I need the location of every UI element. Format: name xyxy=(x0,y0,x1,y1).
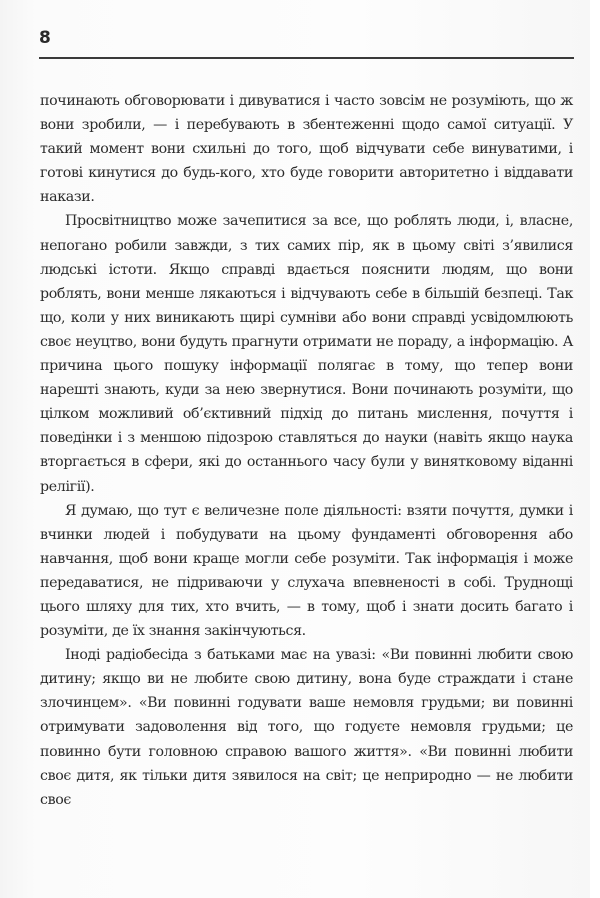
paragraph: Я думаю, що тут є величезне поле діяльності: взяти почуття, думки і вчинки людей і побудувати на цьому фундаменті обговорення або навчання, щоб вони краще могли себе розуміти. Так інформація і може передаватися, не підриваючи у слухача впевненості в собі. Труднощі цього шляху для тих, хто вчить, — в тому, щоб і знати досить багато і розуміти, де їх знання закінчуються. xyxy=(40,502,573,640)
paragraph: Іноді радіобесіда з батьками має на увазі: «Ви повинні любити свою дитину; якщо ви не любите свою дитину, вона буде страждати і стане злочинцем». «Ви повинні годувати ваше немовля грудьми; ви повинні отримувати задоволення від того, що годуєте немовля грудьми; це повинно бути головною справою вашого життя». «Ви повинні любити своє дитя, як тільки дитя зявилося на світ; це неприродно — не любити своє xyxy=(40,647,573,808)
header-rule xyxy=(39,57,574,59)
body-text xyxy=(40,89,573,812)
page-number: 8 xyxy=(39,28,51,48)
paragraph: починають обговорювати і дивуватися і часто зовсім не розуміють, що ж вони зробили, — і перебувають в збентеженні щодо самої ситуації. У такий момент вони схильні до того, щоб відчувати себе винуватими, і готові кинутися до будь-кого, хто буде говорити авторитетно і віддавати накази. xyxy=(40,93,573,206)
paragraph: Просвітництво може зачепитися за все, що роблять люди, і, власне, непогано робили завжди, з тих самих пір, як в цьому світі з’явилися людські істоти. Якщо справді вдається пояснити людям, що вони роблять, вони менше лякаються і відчувають себе в більшій безпеці. Так що, коли у них виникають щирі сумніви або вони справді усвідомлюють своє неуцтво, вони будуть прагнути отримати не пораду, а інформацію. А причина цього пошуку інформації полягає в тому, що тепер вони нарешті знають, куди за нею звернутися. Вони починають розуміти, що цілком можливий об’єктивний підхід до питань мислення, почуття і поведінки і з меншою підозрою ставляться до науки (навіть якщо наука вторгається в сфери, які до останнього часу були у винятковому віданні релігії). xyxy=(40,213,573,495)
